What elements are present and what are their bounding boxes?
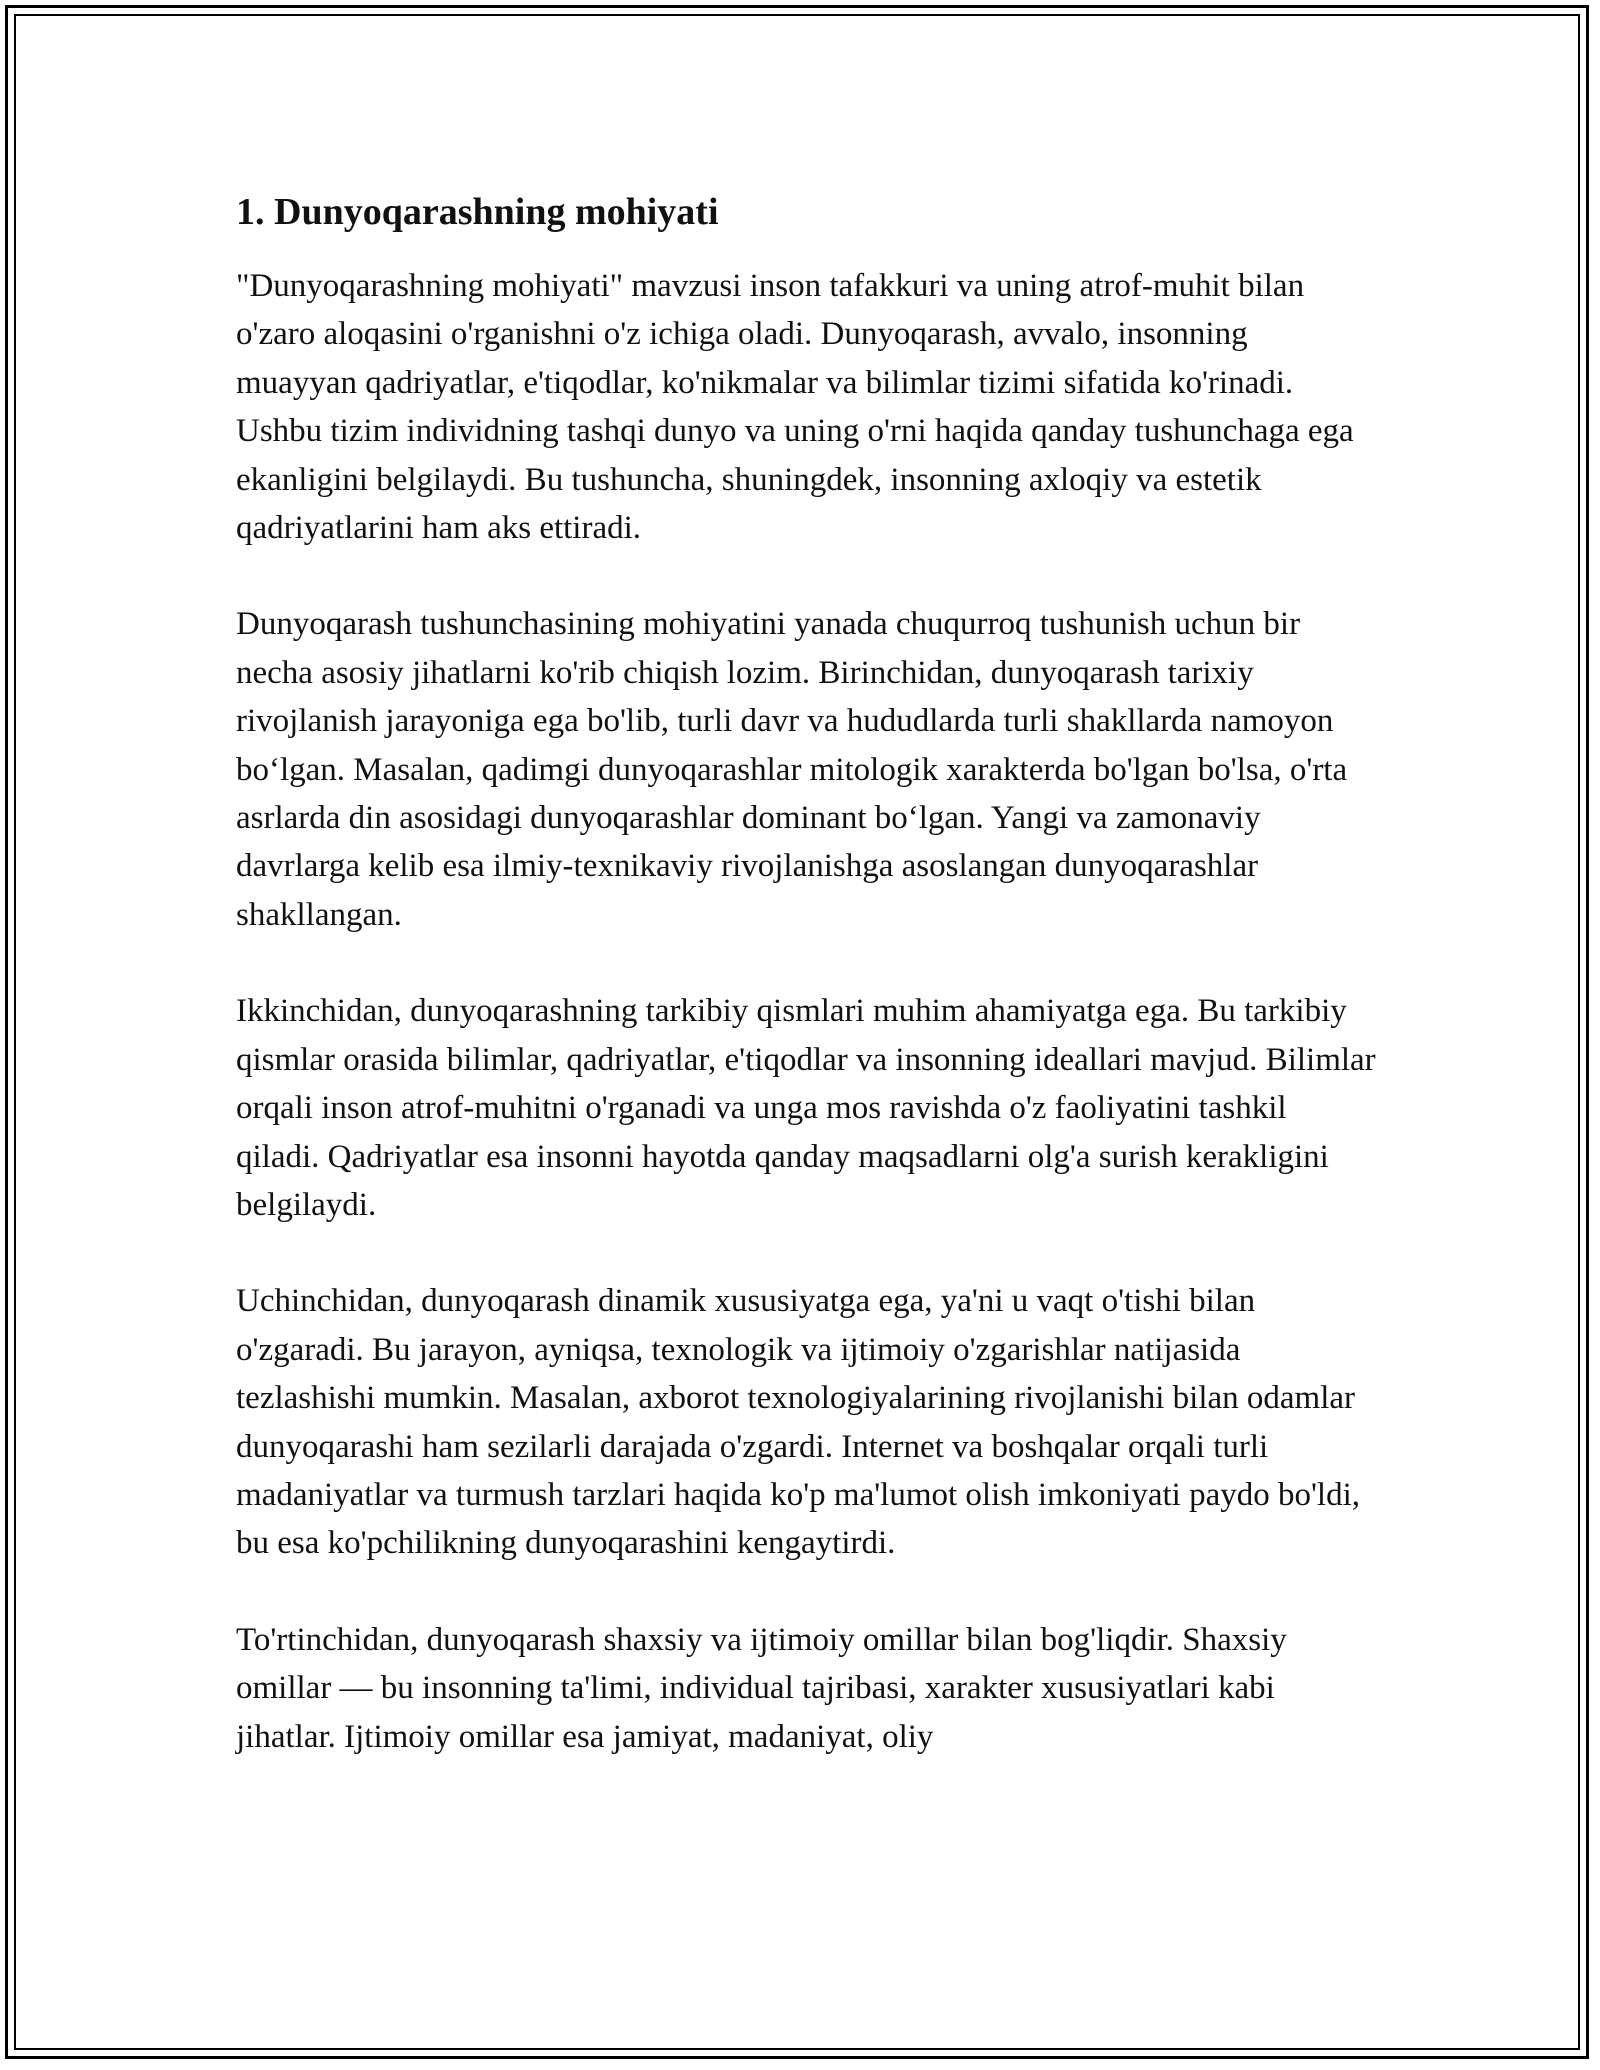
paragraph-5: To'rtinchidan, dunyoqarash shaxsiy va ijtimoiy omillar bilan bog'liqdir. Shaxsiy omillar — bu insonning ta'limi, individual tajribasi, xarakter xususiyatlari kabi jihatlar. Ijtimoiy omillar esa jamiyat, madaniyat, oliy: [236, 1621, 1287, 1755]
paragraph-3: Ikkinchidan, dunyoqarashning tarkibiy qismlari muhim ahamiyatga ega. Bu tarkibiy qismlar orasida bilimlar, qadriyatlar, e'tiqodlar va insonning ideallari mavjud. Bilimlar orqali inson atrof-muhitni o'rganadi va unga mos ravishda o'z faoliyatini tashkil qiladi. Qadriyatlar esa insonni hayotda qanday maqsadlarni olg'a surish kerakligini belgilaydi.: [236, 993, 1376, 1223]
paragraph-4: Uchinchidan, dunyoqarash dinamik xususiyatga ega, ya'ni u vaqt o'tishi bilan o'zgaradi. Bu jarayon, ayniqsa, texnologik va ijtimoiy o'zgarishlar natijasida tezlashishi mumkin. Masalan, axborot texnologiyalarining rivojlanishi bilan odamlar dunyoqarashi ham sezilarli darajada o'zgardi. Internet va boshqalar orqali turli madaniyatlar va turmush tarzlari haqida ko'p ma'lumot olish imkoniyati paydo bo'ldi, bu esa ko'pchilikning dunyoqarashini kengaytirdi.: [236, 1283, 1361, 1562]
section-heading: 1. Dunyoqarashning mohiyati: [236, 191, 719, 233]
paragraph-1: "Dunyoqarashning mohiyati" mavzusi inson tafakkuri va uning atrof-muhit bilan o'zaro aloqasini o'rganishni o'z ichiga oladi. Dunyoqarash, avvalo, insonning muayyan qadriyatlar, e'tiqodlar, ko'nikmalar va bilimlar tizimi sifatida ko'rinadi. Ushbu tizim individning tashqi dunyo va uning o'rni haqida qanday tushunchaga ega ekanligini belgilaydi. Bu tushuncha, shuningdek, insonning axloqiy va estetik qadriyatlarini ham aks ettiradi.: [236, 268, 1354, 547]
document-content: [236, 186, 1376, 1809]
paragraph-2: Dunyoqarash tushunchasining mohiyatini yanada chuqurroq tushunish uchun bir necha asosiy jihatlarni ko'rib chiqish lozim. Birinchidan, dunyoqarash tarixiy rivojlanish jarayoniga ega bo'lib, turli davr va hududlarda turli shakllarda namoyon bo‘lgan. Masalan, qadimgi dunyoqarashlar mitologik xarakterda bo'lgan bo'lsa, o'rta asrlarda din asosidagi dunyoqarashlar dominant bo‘lgan. Yangi va zamonaviy davrlarga kelib esa ilmiy-texnikaviy rivojlanishga asoslangan dunyoqarashlar shakllangan.: [236, 606, 1348, 933]
